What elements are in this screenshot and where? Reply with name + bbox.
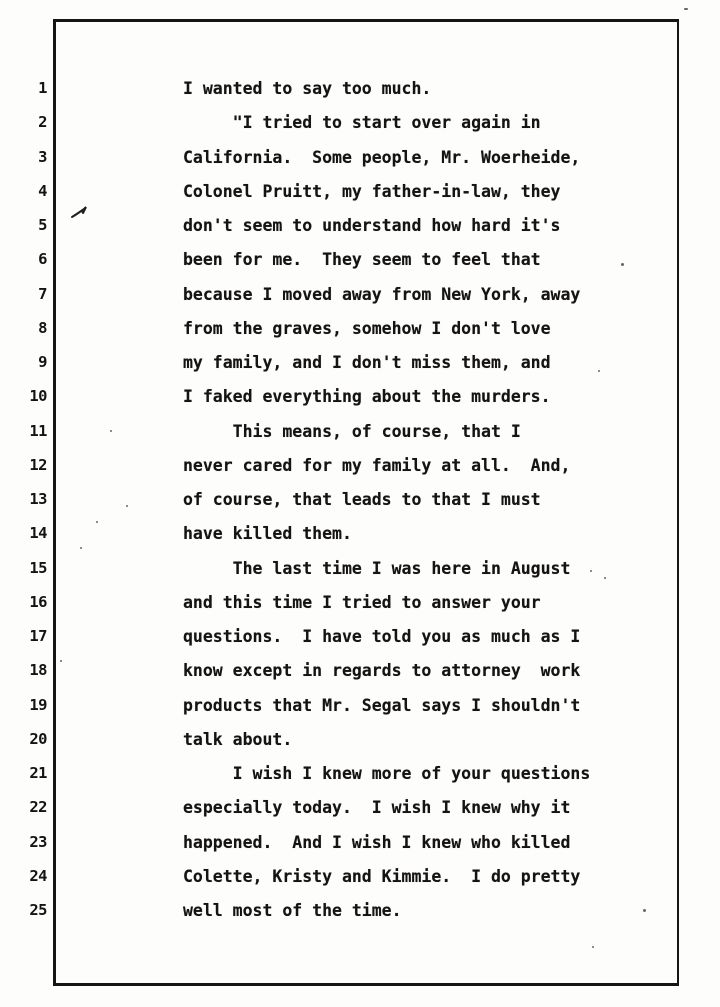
line-number: 23: [29, 832, 47, 851]
transcript-line: [0, 455, 720, 480]
transcript-line: [0, 252, 720, 274]
line-text: been for me. They seem to feel that: [183, 250, 541, 270]
line-number: 4: [38, 181, 47, 200]
transcript-line: [0, 866, 720, 891]
line-text: This means, of course, that I: [183, 421, 521, 441]
line-number: 3: [38, 147, 47, 166]
line-number: 22: [29, 798, 47, 817]
line-number: 21: [29, 764, 47, 782]
line-text: I wanted to say too much.: [183, 79, 432, 98]
line-number: 25: [29, 901, 47, 919]
scan-speck: [592, 946, 594, 948]
line-text: The last time I was here in August: [183, 558, 571, 578]
line-text: talk about.: [183, 729, 293, 749]
line-text: I faked everything about the murders.: [183, 387, 551, 407]
line-number: 17: [29, 627, 47, 645]
line-text: especially today. I wish I knew why it: [183, 798, 571, 818]
line-text: and this time I tried to answer your: [183, 592, 541, 612]
pen-mark: [70, 204, 92, 220]
line-number: 2: [38, 113, 47, 132]
transcript-line: [0, 558, 720, 583]
transcript-line: [0, 492, 720, 514]
transcript-line: [0, 663, 720, 685]
line-text: California. Some people, Mr. Woerheide,: [183, 147, 581, 167]
line-text: happened. And I wish I knew who killed: [183, 832, 571, 852]
line-number: 1: [38, 79, 47, 97]
transcript-line: [0, 800, 720, 822]
transcript-line: [0, 766, 720, 788]
scan-speck: [643, 909, 646, 912]
line-text: Colonel Pruitt, my father-in-law, they: [183, 181, 561, 201]
line-number: 24: [29, 866, 47, 885]
scan-speck: [60, 660, 62, 662]
transcript-line: [0, 81, 720, 103]
line-text: from the graves, somehow I don't love: [183, 318, 551, 338]
line-number: 9: [38, 353, 47, 371]
scan-speck: [590, 570, 592, 572]
line-number: 8: [38, 318, 47, 337]
line-text: "I tried to start over again in: [183, 113, 541, 133]
line-text: Colette, Kristy and Kimmie. I do pretty: [183, 866, 581, 886]
transcript-line: [0, 181, 720, 206]
line-text: my family, and I don't miss them, and: [183, 353, 551, 372]
scan-speck: [621, 263, 624, 266]
transcript-line: [0, 729, 720, 754]
transcript-line: [0, 355, 720, 377]
transcript-line: [0, 832, 720, 857]
transcript-line: [0, 147, 720, 172]
line-text: have killed them.: [183, 524, 352, 544]
line-text: know except in regards to attorney work: [183, 661, 581, 681]
transcript-line: [0, 592, 720, 617]
line-number: 16: [29, 592, 47, 611]
line-number: 13: [29, 490, 47, 508]
scan-speck: [110, 430, 112, 432]
transcript-line: [0, 284, 720, 309]
line-number: 14: [29, 524, 47, 543]
transcript-line: [0, 695, 720, 720]
line-text: well most of the time.: [183, 901, 402, 920]
line-text: of course, that leads to that I must: [183, 490, 541, 509]
line-number: 12: [29, 455, 47, 474]
line-number: 20: [29, 729, 47, 748]
scan-speck: [126, 505, 128, 507]
transcript-line: [0, 115, 720, 137]
line-number: 6: [38, 250, 47, 269]
line-number: 5: [38, 216, 47, 234]
line-number: 19: [29, 695, 47, 714]
transcript-line: [0, 218, 720, 240]
transcript-line: [0, 629, 720, 651]
transcript-line: [0, 318, 720, 343]
transcript-line: [0, 389, 720, 411]
scan-speck: [684, 8, 688, 10]
line-number: 15: [29, 558, 47, 577]
line-text: products that Mr. Segal says I shouldn't: [183, 695, 581, 715]
line-text: questions. I have told you as much as I: [183, 627, 581, 646]
line-text: because I moved away from New York, away: [183, 284, 581, 304]
scan-speck: [96, 521, 98, 523]
line-number: 10: [29, 387, 47, 406]
line-number: 18: [29, 661, 47, 680]
line-number: 11: [29, 421, 47, 440]
transcript-line: [0, 526, 720, 548]
line-text: never cared for my family at all. And,: [183, 455, 571, 475]
scan-speck: [80, 547, 82, 549]
scan-speck: [598, 370, 600, 372]
transcript-line: [0, 903, 720, 925]
line-number: 7: [38, 284, 47, 303]
line-text: don't seem to understand how hard it's: [183, 216, 561, 235]
transcript-line: [0, 421, 720, 446]
scan-speck: [604, 577, 606, 579]
line-text: I wish I knew more of your questions: [183, 764, 591, 783]
